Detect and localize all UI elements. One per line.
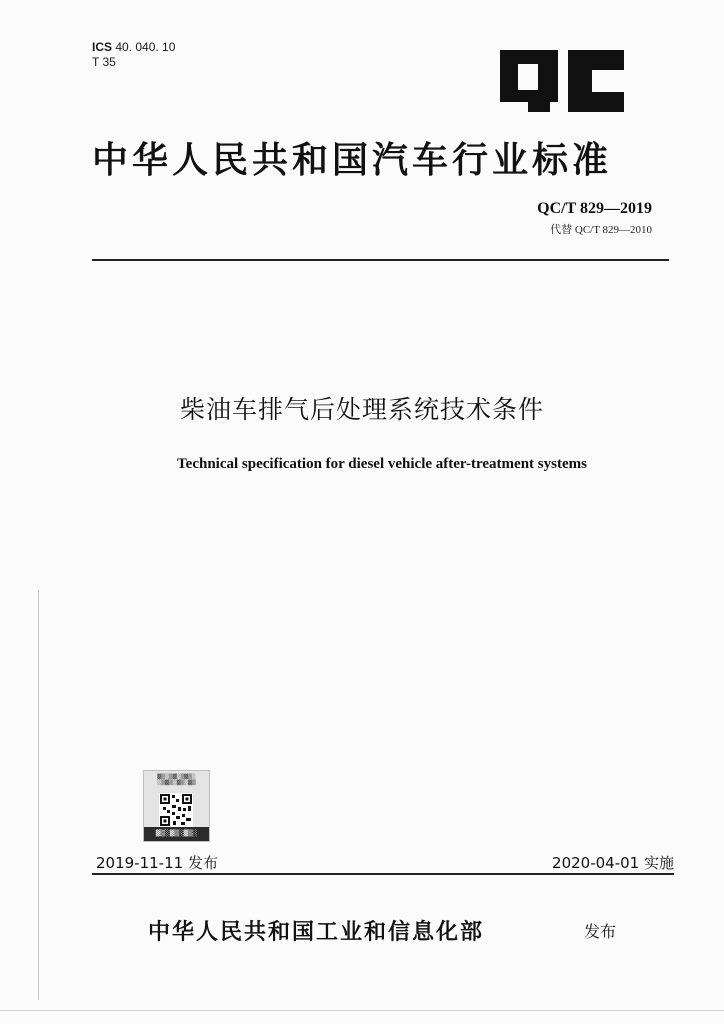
anti-counterfeit-sticker bbox=[143, 770, 210, 842]
standard-category-title: 中华人民共和国汽车行业标准 bbox=[92, 139, 613, 181]
scan-edge-line bbox=[38, 590, 39, 1000]
document-title-english: Technical specification for diesel vehicle after-treatment systems bbox=[177, 456, 587, 472]
ics-label: ICS bbox=[92, 40, 113, 54]
bottom-divider bbox=[92, 873, 674, 875]
issue-date: 2019-11-11 发布 bbox=[96, 854, 218, 872]
qc-logo bbox=[498, 48, 626, 114]
sticker-label-band: ▓▒░▓▒░▓▒░ bbox=[144, 827, 209, 841]
ics-code bbox=[92, 40, 175, 55]
category-code: T 35 bbox=[92, 55, 116, 69]
standard-number: QC/T 829—2019 bbox=[537, 200, 652, 217]
publish-label: 发布 bbox=[584, 922, 617, 941]
top-divider bbox=[92, 259, 669, 261]
document-title-chinese: 柴油车排气后处理系统技术条件 bbox=[179, 395, 544, 424]
sticker-fine-print: ▓▒░▒▓░▒▓▒░ ░▒▓▒░▓▒░▓▒ bbox=[157, 774, 196, 786]
ics-number: 40. 040. 10 bbox=[112, 40, 176, 54]
qr-code-icon bbox=[159, 793, 193, 827]
replaces-standard: 代替 QC/T 829—2010 bbox=[550, 224, 652, 236]
scan-bottom-edge bbox=[0, 1010, 724, 1011]
publisher-name: 中华人民共和国工业和信息化部 bbox=[148, 919, 485, 945]
implementation-date: 2020-04-01 实施 bbox=[552, 854, 674, 872]
classification-codes bbox=[92, 40, 175, 70]
